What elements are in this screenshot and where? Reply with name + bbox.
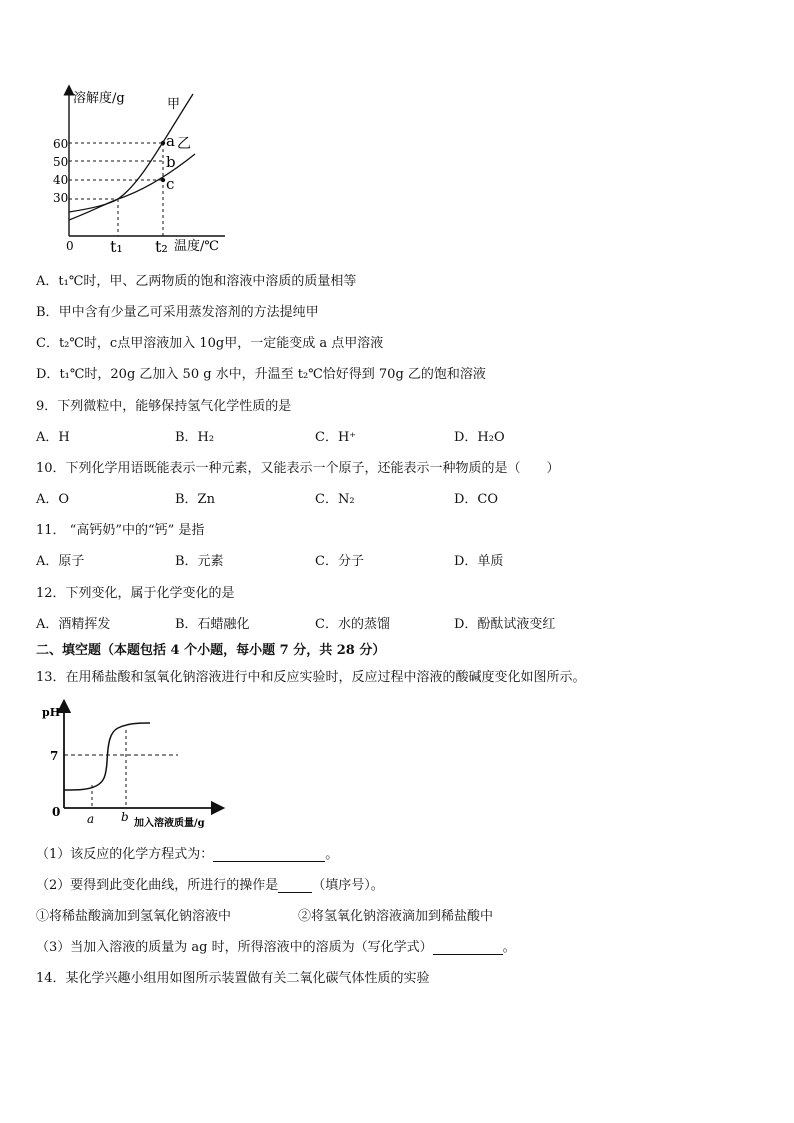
- q13-sub3-suffix: 。: [502, 940, 516, 955]
- x-tick-t1: t₁: [110, 237, 123, 256]
- q12-option-a: A．酒精挥发: [36, 617, 111, 632]
- option-letter: B．: [36, 305, 59, 320]
- q8-option-c: [36, 332, 776, 352]
- q10-option-c: C．N₂: [315, 492, 355, 507]
- q11-option-a: A．原子: [36, 554, 85, 569]
- q8-option-a: [36, 270, 776, 290]
- q12-option-d: D．酚酞试液变红: [454, 617, 556, 632]
- q9-stem: 9．下列微粒中，能够保持氢气化学性质的是: [36, 399, 292, 414]
- q13-sub2: [36, 874, 776, 894]
- q13-sub3-text: （3）当加入溶液的质量为 ag 时，所得溶液中的溶质为（写化学式）: [36, 940, 433, 955]
- curve-label-jia: 甲: [167, 97, 181, 112]
- q10-option-a: A．O: [36, 492, 70, 507]
- curve-label-yi: 乙: [177, 136, 191, 152]
- q13-stem: 13．在用稀盐酸和氢氧化钠溶液进行中和反应实验时，反应过程中溶液的酸碱度变化如图所示。: [36, 670, 586, 685]
- ph-origin: 0: [52, 805, 61, 819]
- q9-option-a: A．H: [36, 430, 70, 445]
- q9-option-c: C．H⁺: [315, 430, 357, 445]
- ph-x-label: 加入溶液质量/g: [134, 818, 205, 829]
- x-tick-t2: t₂: [155, 237, 168, 256]
- q13-sub1-suffix: 。: [325, 847, 339, 862]
- option-text: t₁℃时，甲、乙两物质的饱和溶液中溶质的质量相等: [58, 274, 357, 289]
- q10-option-d: D．CO: [454, 492, 499, 507]
- q12-stem: 12．下列变化，属于化学变化的是: [36, 586, 235, 601]
- q11-option-d: D．单质: [454, 554, 504, 569]
- q13-sub3-blank[interactable]: [433, 941, 503, 955]
- y-axis-label: 溶解度/g: [73, 91, 125, 106]
- q9-options: [36, 426, 776, 446]
- option-letter: D．: [36, 367, 60, 382]
- point-c-label: c: [166, 175, 175, 193]
- q13-sub1-blank[interactable]: [213, 848, 325, 862]
- q10-stem: 10．下列化学用语既能表示一种元素，又能表示一个原子，还能表示一种物质的是（ ）: [36, 461, 560, 476]
- q13-choice-1: ①将稀盐酸滴加到氢氧化钠溶液中: [36, 909, 232, 924]
- option-text: t₂℃时，c点甲溶液加入 10g甲，一定能变成 a 点甲溶液: [58, 336, 384, 351]
- x-axis-label: 温度/℃: [174, 239, 219, 254]
- q13-sub2-text: （2）要得到此变化曲线，所进行的操作是: [36, 878, 279, 893]
- q13-sub1: [36, 843, 776, 863]
- q11-option-b: B．元素: [175, 554, 224, 569]
- option-letter: C．: [36, 336, 59, 351]
- section2-title: 二、填空题（本题包括 4 个小题，每小题 7 分，共 28 分）: [36, 643, 386, 658]
- q11-stem: 11． “高钙奶”中的“钙” 是指: [36, 523, 205, 538]
- ph-seven-label: 7: [50, 749, 59, 763]
- y-tick-40: 40: [53, 173, 69, 187]
- q8-option-d: [36, 363, 776, 383]
- point-b-label: b: [166, 153, 176, 171]
- q13-sub2-blank[interactable]: [278, 879, 312, 893]
- solubility-chart: [55, 86, 235, 256]
- y-tick-60: 60: [53, 137, 69, 151]
- option-text: 甲中含有少量乙可采用蒸发溶剂的方法提纯甲: [58, 305, 319, 320]
- ph-b-label: b: [121, 810, 129, 824]
- q10-options: [36, 488, 776, 508]
- q13-choice-2: ②将氢氧化钠溶液滴加到稀盐酸中: [298, 909, 494, 924]
- option-text: t₁℃时，20g 乙加入 50 g 水中，升温至 t₂℃恰好得到 70g 乙的饱和溶液: [59, 367, 486, 382]
- ph-a-label: a: [87, 812, 95, 826]
- q10-option-b: B．Zn: [175, 492, 215, 507]
- q14-stem: 14．某化学兴趣小组用如图所示装置做有关二氧化碳气体性质的实验: [36, 971, 430, 986]
- point-a-label: a: [166, 132, 175, 150]
- ph-y-label: pH: [42, 706, 61, 719]
- q9-option-d: D．H₂O: [454, 430, 505, 445]
- y-tick-30: 30: [53, 191, 69, 205]
- q12-option-b: B．石蜡融化: [175, 617, 250, 632]
- q11-options: [36, 550, 776, 570]
- ph-curve: [64, 723, 150, 790]
- point-a: [161, 141, 165, 145]
- point-c: [161, 178, 165, 182]
- q8-option-b: [36, 301, 776, 321]
- q13-sub2-suffix: （填序号）。: [312, 878, 384, 893]
- option-letter: A．: [36, 274, 59, 289]
- q12-option-c: C．水的蒸馏: [315, 617, 390, 632]
- ph-chart: [38, 702, 228, 830]
- q9-option-b: B．H₂: [175, 430, 215, 445]
- q13-sub1-text: （1）该反应的化学方程式为：: [36, 847, 214, 862]
- q12-options: [36, 613, 776, 633]
- origin-label: 0: [66, 239, 74, 253]
- q13-choices: [36, 905, 776, 925]
- q13-sub3: [36, 936, 776, 956]
- y-tick-50: 50: [53, 155, 69, 169]
- q11-option-c: C．分子: [315, 554, 364, 569]
